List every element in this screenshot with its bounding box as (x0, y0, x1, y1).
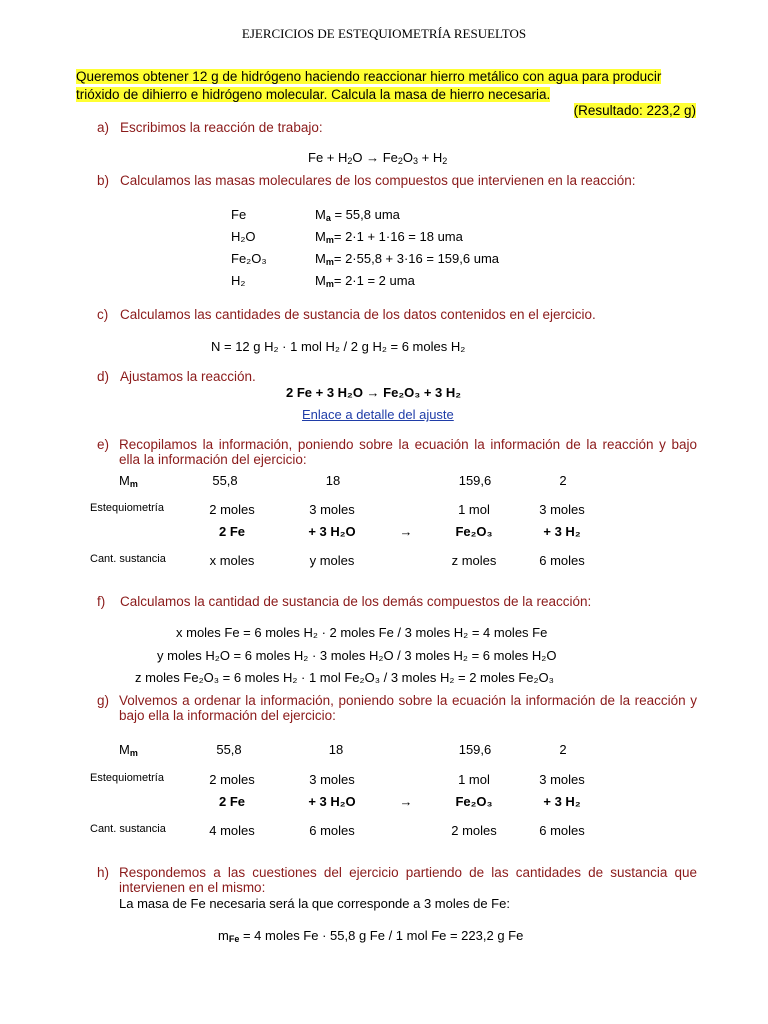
t1-cant-fe2o3: z moles (451, 553, 497, 568)
f-line-y: y moles H₂O = 6 moles H₂ · 3 moles H₂O / 3 moles H₂ = 6 moles H₂O (157, 648, 557, 663)
step-c-letter: c) (97, 307, 109, 322)
t2-mm-fe2o3: 159,6 (458, 742, 492, 757)
t1-stoich-fe2o3: 1 mol (458, 502, 490, 517)
t2-eq-h2o: + 3 H₂O (308, 794, 356, 809)
t2-stoich-fe: 2 moles (209, 772, 255, 787)
step-f-text: Calculamos la cantidad de sustancia de los demás compuestos de la reacción: (120, 594, 592, 609)
step-d-text: Ajustamos la reacción. (120, 369, 256, 384)
step-g-text: Volvemos a ordenar la información, poniendo sobre la ecuación la información de la reacción y bajo ella la información del ejercicio: (119, 693, 697, 723)
t2-mm-h2o: 18 (328, 742, 344, 757)
moles-calculation: N = 12 g H₂ · 1 mol H₂ / 2 g H₂ = 6 moles H₂ (211, 339, 466, 354)
f-line-x: x moles Fe = 6 moles H₂ · 2 moles Fe / 3 moles H₂ = 4 moles Fe (176, 625, 548, 640)
mass-value-fe2o3: $M_m= 2\cdot 55,8 + 3\cdot 16 = 159,6$ uma (315, 251, 500, 267)
step-h-text: Respondemos a las cuestiones del ejercicio partiendo de las cantidades de sustancia que intervienen en el mismo: (119, 865, 697, 895)
t2-eq-h2: + 3 H₂ (543, 794, 581, 809)
t1-eq-h2: + 3 H₂ (543, 524, 581, 539)
t2-stoich-h2o: 3 moles (309, 772, 355, 787)
t2-eq-arrow: → (399, 794, 413, 809)
t2-mm-label: $M_m$ (119, 742, 138, 758)
adjust-detail-link[interactable]: Enlace a detalle del ajuste (302, 407, 454, 422)
t1-stoich-fe: 2 moles (209, 502, 255, 517)
t1-cant-h2o: y moles (309, 553, 355, 568)
answer-formula: $m_{Fe} = 4$ moles Fe · 55,8 g Fe / 1 mol Fe = 223,2 g Fe (218, 928, 524, 944)
step-a-letter: a) (97, 120, 110, 135)
t1-mm-fe2o3: 159,6 (458, 473, 492, 488)
step-e-text: Recopilamos la información, poniendo sobre la ecuación la información de la reacción y bajo ella la información del ejercicio: (119, 437, 697, 467)
t2-cant-fe: 4 moles (209, 823, 255, 838)
t2-eq-fe: 2 Fe (218, 794, 245, 809)
step-a-text: Escribimos la reacción de trabajo: (120, 120, 323, 135)
t2-mm-h2: 2 (559, 742, 567, 757)
step-g-letter: g) (97, 693, 110, 708)
f-line-z: z moles Fe₂O₃ = 6 moles H₂ · 1 mol Fe₂O₃ / 3 moles H₂ = 2 moles Fe₂O₃ (135, 670, 554, 685)
t1-cant-fe: x moles (209, 553, 255, 568)
mass-value-fe: $M_a = 55,8$ uma (315, 207, 400, 223)
t1-stoich-h2: 3 moles (539, 502, 585, 517)
t1-estequio-label: Estequiometría (90, 502, 164, 514)
mass-compound-h2: H₂ (231, 273, 246, 288)
t2-stoich-fe2o3: 1 mol (458, 772, 490, 787)
problem-result: (Resultado: 223,2 g) (573, 103, 696, 118)
t1-eq-fe: 2 Fe (218, 524, 245, 539)
step-b-text: Calculamos las masas moleculares de los compuestos que intervienen en la reacción: (120, 173, 636, 188)
t2-eq-fe2o3: Fe₂O₃ (455, 794, 493, 809)
reaction-unbalanced: $Fe + H_2O \to Fe_2O_3 + H_2$ (308, 150, 448, 166)
t1-stoich-h2o: 3 moles (309, 502, 355, 517)
t1-mm-label: $M_m$ (119, 473, 138, 489)
answer-text: La masa de Fe necesaria será la que corresponde a 3 moles de Fe: (119, 896, 510, 911)
t1-eq-fe2o3: Fe₂O₃ (455, 524, 493, 539)
mass-value-h2: $M_m= 2\cdot 1 = 2$ uma (315, 273, 415, 289)
t2-cant-h2: 6 moles (539, 823, 585, 838)
step-e-letter: e) (97, 437, 110, 452)
t2-stoich-h2: 3 moles (539, 772, 585, 787)
t1-eq-h2o: + 3 H₂O (308, 524, 356, 539)
t2-cant-label: Cant. sustancia (90, 823, 166, 835)
t2-cant-h2o: 6 moles (309, 823, 355, 838)
problem-line-1: Queremos obtener 12 g de hidrógeno haciendo reaccionar hierro metálico con agua para producir (76, 69, 662, 84)
problem-line-2: trióxido de dihierro e hidrógeno molecular. Calcula la masa de hierro necesaria. (76, 87, 551, 102)
t1-mm-h2o: 18 (325, 473, 341, 488)
mass-value-h2o: $M_m= 2\cdot 1 + 1\cdot 16 = 18$ uma (315, 229, 463, 245)
mass-compound-fe: Fe (231, 207, 247, 222)
problem-statement (76, 68, 696, 104)
t1-cant-label: Cant. sustancia (90, 553, 166, 565)
mass-compound-h2o: H₂O (231, 229, 256, 244)
t1-eq-arrow: → (399, 524, 413, 539)
step-b-letter: b) (97, 173, 110, 188)
t1-mm-fe: 55,8 (212, 473, 238, 488)
step-h-letter: h) (97, 865, 110, 880)
step-d-letter: d) (97, 369, 110, 384)
step-c-text: Calculamos las cantidades de sustancia de los datos contenidos en el ejercicio. (120, 307, 596, 322)
page-title: EJERCICIOS DE ESTEQUIOMETRÍA RESUELTOS (241, 26, 527, 41)
t1-cant-h2: 6 moles (539, 553, 585, 568)
mass-compound-fe2o3: Fe₂O₃ (231, 251, 267, 266)
t2-mm-fe: 55,8 (216, 742, 242, 757)
t1-mm-h2: 2 (559, 473, 567, 488)
step-f-letter: f) (97, 594, 106, 609)
t2-cant-fe2o3: 2 moles (451, 823, 497, 838)
balanced-reaction: 2 Fe + 3 H₂O → Fe₂O₃ + 3 H₂ (286, 385, 462, 400)
t2-estequio-label: Estequiometría (90, 772, 164, 784)
